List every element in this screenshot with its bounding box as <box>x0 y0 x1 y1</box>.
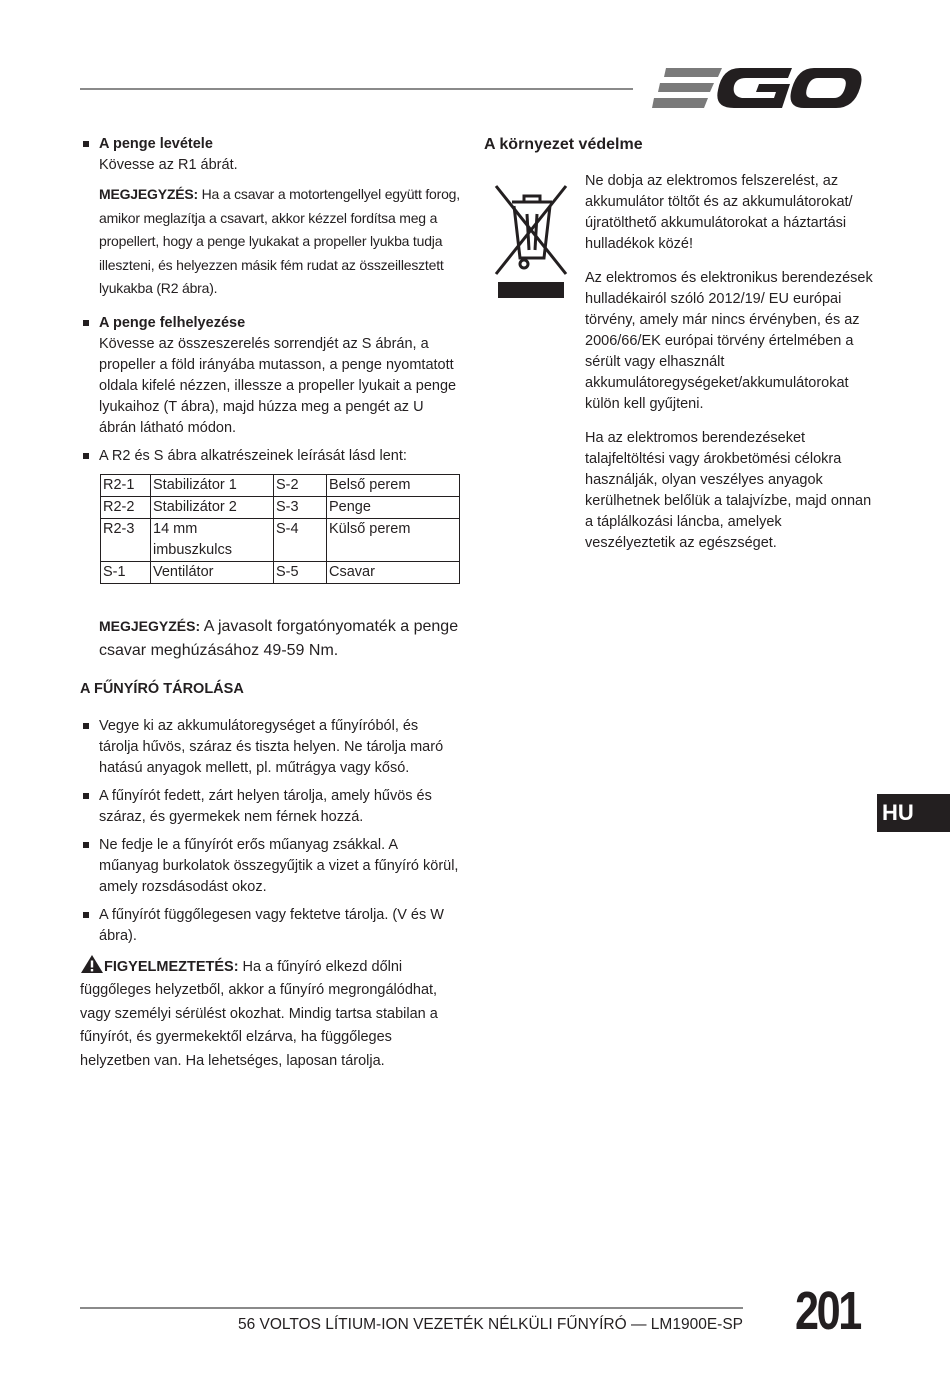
table-cell: Penge <box>327 496 460 518</box>
table-cell: S-2 <box>274 474 327 496</box>
parts-table <box>100 474 460 584</box>
table-row <box>101 496 460 518</box>
table-cell: S-4 <box>274 518 327 561</box>
list-item <box>80 835 460 898</box>
table-cell: R2-1 <box>101 474 151 496</box>
right-column <box>484 134 874 567</box>
table-cell: Csavar <box>327 561 460 583</box>
table-cell: Ventilátor <box>151 561 274 583</box>
list-item-blade-install <box>80 313 460 439</box>
blade-removal-text: Kövesse az R1 ábrát. <box>99 157 238 173</box>
table-cell: R2-3 <box>101 518 151 561</box>
table-row <box>101 561 460 583</box>
ego-logo <box>652 64 862 112</box>
list-item-parts-intro <box>80 446 460 467</box>
storage-heading: A FŰNYÍRÓ TÁROLÁSA <box>80 680 244 697</box>
storage-item-text: Vegye ki az akkumulátoregységet a fűnyíróból, és tárolja hűvös, száraz és tiszta helyen. Ne tárolja maró hatású anyagok mellett, pl. műtrágya vagy kősó. <box>99 717 444 776</box>
list-item <box>80 786 460 828</box>
environment-text <box>585 171 874 554</box>
language-tab: HU <box>877 794 950 832</box>
table-cell: Belső perem <box>327 474 460 496</box>
parts-intro-text: A R2 és S ábra alkatrészeinek leírását lásd lent: <box>99 447 407 464</box>
paragraph: Ne dobja az elektromos felszerelést, az akkumulátor töltőt és az akkumulátorokat/ újratölthető akkumulátorokat a háztartási hulladékok közé! <box>585 173 853 252</box>
table-cell: Stabilizátor 2 <box>151 496 274 518</box>
warning-text: Ha a fűnyíró elkezd dőlni függőleges helyzetből, akkor a fűnyíró megrongálódhat, vagy személyi sérülést okozhat. Mindig tartsa stabilan a fűnyírót, és gyermekektől elzárva, ha függőleges helyzetben van. Ha lehetséges, laposan tárolja. <box>80 958 438 1069</box>
footer-title: 56 VOLTOS LÍTIUM-ION VEZETÉK NÉLKÜLI FŰNYÍRÓ — LM1900E-SP <box>237 1316 743 1333</box>
table-cell: 14 mm imbuszkulcs <box>151 518 274 561</box>
paragraph: Ha az elektromos berendezéseket talajfeltöltési vagy árokbetömési célokra használják, olyan veszélyes anyagok kerülhetnek belőlük a talajvízbe, majd onnan a táplálkozási láncba, amelyek veszélyeztetik az egészséget. <box>585 430 872 551</box>
storage-item-text: A fűnyírót fedett, zárt helyen tárolja, amely hűvös és száraz, és gyermekek nem férnek hozzá. <box>99 787 432 825</box>
note-text: Ha a csavar a motortengellyel együtt forog, amikor meglazítja a csavart, akkor kézzel fordítsa meg a propellert, hogy a penge lyukakat a propeller lyukba tudja illeszteni, és helyezzen másik fém rudat az összeillesztett lyukakba (R2 ábra). <box>99 186 460 296</box>
paragraph: Az elektromos és elektronikus berendezések hulladékairól szóló 2012/19/ EU európai törvény, amely már nincs érvényben, és az 2006/66/EK európai törvény értelmében a sérült vagy elhasznált akkumulátoregységeket/akkumulátorokat külön kell gyűjteni. <box>585 270 873 412</box>
note-label: MEGJEGYZÉS: <box>99 617 201 634</box>
warning-label: FIGYELMEZTETÉS: <box>104 958 239 975</box>
note-blade-removal <box>99 183 460 301</box>
table-cell: R2-2 <box>101 496 151 518</box>
list-item <box>80 716 460 779</box>
table-cell: S-3 <box>274 496 327 518</box>
table-row <box>101 518 460 561</box>
environment-heading: A környezet védelme <box>484 136 643 153</box>
footer-rule <box>80 1307 743 1309</box>
warning-block <box>80 954 460 1074</box>
table-row <box>101 474 460 496</box>
list-item <box>80 905 460 947</box>
list-item-blade-removal <box>80 134 460 176</box>
note-torque <box>99 614 460 663</box>
storage-item-text: Ne fedje le a fűnyírót erős műanyag zsákkal. A műanyag burkolatok összegyűjtik a vizet a fűnyíró körül, amely rozsdásodást okoz. <box>99 836 459 895</box>
header-rule <box>80 88 633 90</box>
left-column <box>80 134 460 1073</box>
crossed-out-wheelie-bin-icon <box>492 178 570 298</box>
page-number: 201 <box>795 1281 860 1341</box>
blade-removal-title: A penge levétele <box>99 136 213 152</box>
note-text: A javasolt forgatónyomaték a penge csavar meghúzásához 49-59 Nm. <box>99 617 459 659</box>
storage-item-text: A fűnyírót függőlegesen vagy fektetve tárolja. (V és W ábra). <box>99 906 444 944</box>
table-cell: Külső perem <box>327 518 460 561</box>
note-label: MEGJEGYZÉS: <box>99 186 198 202</box>
warning-triangle-icon <box>80 954 104 974</box>
table-cell: Stabilizátor 1 <box>151 474 274 496</box>
table-cell: S-5 <box>274 561 327 583</box>
blade-install-title: A penge felhelyezése <box>99 314 246 331</box>
blade-install-text: Kövesse az összeszerelés sorrendjét az S ábrán, a propeller a föld irányába mutasson, a penge nyomtatott oldala kifelé nézzen, illessze a propeller lyukait a penge lyukaihoz (T ábra), majd húzza meg a pengét az U ábrán látható módon. <box>99 335 457 436</box>
table-cell: S-1 <box>101 561 151 583</box>
